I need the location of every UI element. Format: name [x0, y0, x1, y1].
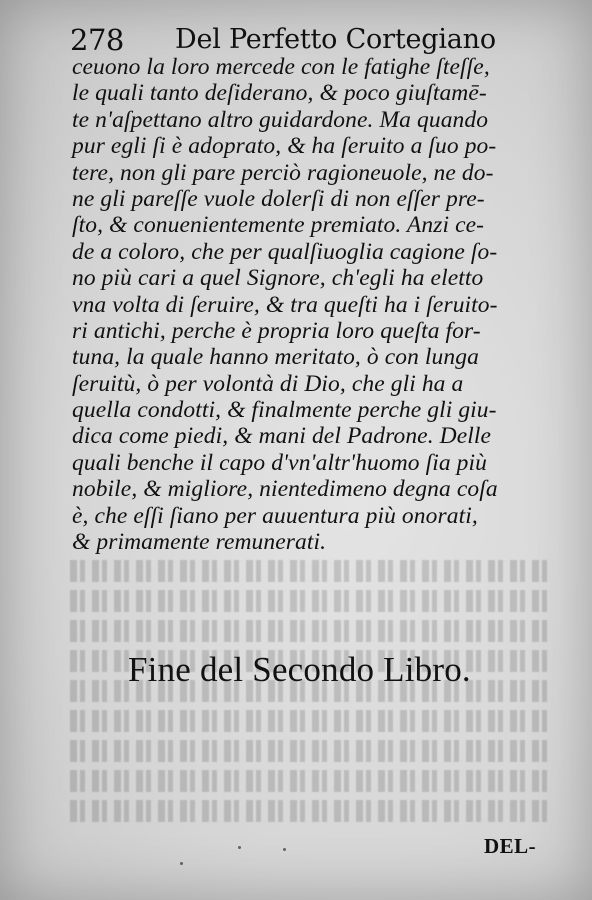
catchword: DEL- [484, 834, 537, 858]
text-line: quella condotti, & finalmente perche gli giu- [72, 397, 497, 424]
ink-speck [180, 862, 183, 865]
text-line: no più cari a quel Signore, ch'egli ha eletto [72, 265, 484, 292]
text-line: ſto, & conuenientemente premiato. Anzi ce- [72, 212, 485, 239]
text-line: pur egli ſi è adoprato, & ha ſeruito a ſuo po- [72, 133, 497, 160]
text-line: & primamente remunerati. [72, 529, 327, 556]
text-line: te n'aſpettano altro guidardone. Ma quando [72, 106, 489, 133]
text-line: tuna, la quale hanno meritato, ò con lunga [72, 344, 479, 371]
text-line: ceuono la loro mercede con le fatighe ſteſſe, [72, 54, 490, 80]
text-line: ne gli pareſſe vuole dolerſi di non eſſer pre- [72, 185, 485, 212]
text-line: vna volta di ſeruire, & tra queſti ha i ſeruito- [72, 291, 498, 318]
text-line: ri antichi, perche è propria loro queſta for- [72, 317, 481, 344]
text-line: ſeruitù, ò per volontà di Dio, che gli ha a [72, 370, 464, 397]
ink-speck [238, 846, 241, 849]
text-line: le quali tanto deſiderano, & poco giuſtamē- [72, 80, 487, 107]
show-through-from-reverse [70, 560, 550, 860]
text-line: è, che eſſi ſiano per auuentura più onorati, [72, 502, 478, 529]
text-line: de a coloro, che per qualſiuoglia cagione ſo- [72, 238, 498, 265]
ink-speck [283, 848, 286, 851]
text-line: dica come piedi, & mani del Padrone. Delle [72, 423, 492, 450]
page-number: 278 [70, 23, 124, 57]
book-ending-heading: Fine del Secondo Libro. [128, 650, 471, 689]
body-text [72, 54, 582, 555]
text-line: tere, non gli pare perciò ragioneuole, ne do- [72, 159, 494, 186]
running-title: Del Perfetto Cortegiano [175, 24, 496, 55]
text-line: quali benche il capo d'vn'altr'huomo ſia più [72, 449, 488, 476]
text-line: nobile, & migliore, nientedimeno degna coſa [72, 476, 498, 503]
